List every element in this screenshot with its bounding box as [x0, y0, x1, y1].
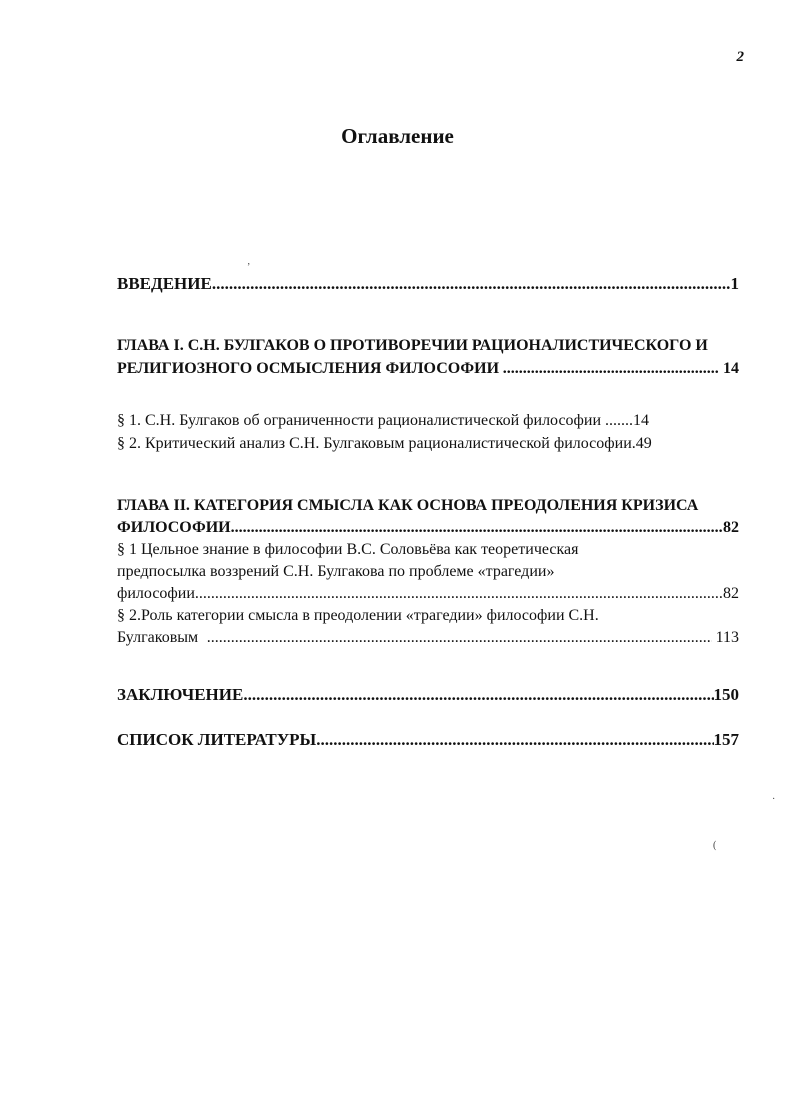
chapter-2-title-line-1[interactable]: ГЛАВА II. КАТЕГОРИЯ СМЫСЛА КАК ОСНОВА ПРЕОДОЛЕНИЯ КРИЗИСА: [117, 497, 699, 514]
toc-entry-page: 1: [730, 274, 739, 293]
toc-entry-conclusion[interactable]: [117, 684, 739, 706]
chapter-1-title-line-1[interactable]: ГЛАВА I. С.Н. БУЛГАКОВ О ПРОТИВОРЕЧИИ РАЦИОНАЛИСТИЧЕСКОГО И: [117, 337, 708, 354]
toc-entry-label: ЗАКЛЮЧЕНИЕ: [117, 685, 244, 704]
toc-entry-label: РЕЛИГИОЗНОГО ОСМЫСЛЕНИЯ ФИЛОСОФИИ: [117, 360, 500, 377]
leader-dots: .......: [605, 412, 634, 429]
toc-entry-label: СПИСОК ЛИТЕРАТУРЫ: [117, 730, 317, 749]
leader-dots: [207, 627, 712, 649]
toc-entry-label: философии: [117, 585, 195, 602]
toc-entry-intro[interactable]: [117, 273, 739, 295]
section-1-1[interactable]: [117, 410, 739, 432]
toc-entry-page: 113: [715, 629, 739, 646]
section-1-2[interactable]: § 2. Критический анализ С.Н. Булгаковым рационалистической философии.49: [117, 435, 652, 452]
leader-dots: [503, 358, 720, 380]
toc-entry-page: 150: [713, 685, 739, 704]
toc-title: Оглавление: [341, 124, 454, 148]
toc-entry-page: 82: [723, 585, 739, 602]
toc-entry-bibliography[interactable]: [117, 729, 739, 751]
scan-speck: ·: [772, 794, 776, 805]
leader-dots: [243, 684, 713, 706]
toc-entry-page: 157: [713, 730, 739, 749]
toc-entry-label: § 1. С.Н. Булгаков об ограниченности рационалистической философии: [117, 412, 602, 429]
toc-entry-label: ФИЛОСОФИИ: [117, 519, 231, 536]
leader-dots: [231, 517, 723, 539]
leader-dots: [316, 729, 713, 751]
toc-entry-page: 14: [722, 360, 739, 377]
toc-entry-page: 14: [633, 412, 650, 429]
section-2-2-line-1[interactable]: § 2.Роль категории смысла в преодолении «трагедии» философии С.Н.: [117, 607, 599, 624]
leader-dots: [195, 583, 723, 605]
toc-entry-page: 82: [723, 519, 739, 536]
leader-dots: [212, 273, 731, 295]
chapter-1-title-line-2[interactable]: [117, 358, 739, 380]
section-2-1-line-3[interactable]: [117, 583, 739, 605]
toc-entry-label: Булгаковым: [117, 629, 199, 646]
toc-entry-label: ВВЕДЕНИЕ: [117, 274, 212, 293]
page-number: 2: [736, 49, 744, 65]
scan-speck: ʼ: [247, 262, 251, 273]
section-2-2-line-2[interactable]: [117, 627, 739, 649]
scan-speck: (: [713, 840, 717, 851]
section-2-1-line-2[interactable]: предпосылка воззрений С.Н. Булгакова по проблеме «трагедии»: [117, 563, 555, 580]
section-2-1-line-1[interactable]: § 1 Цельное знание в философии B.C. Соловьёва как теоретическая: [117, 541, 579, 558]
chapter-2-title-line-2[interactable]: [117, 517, 739, 539]
